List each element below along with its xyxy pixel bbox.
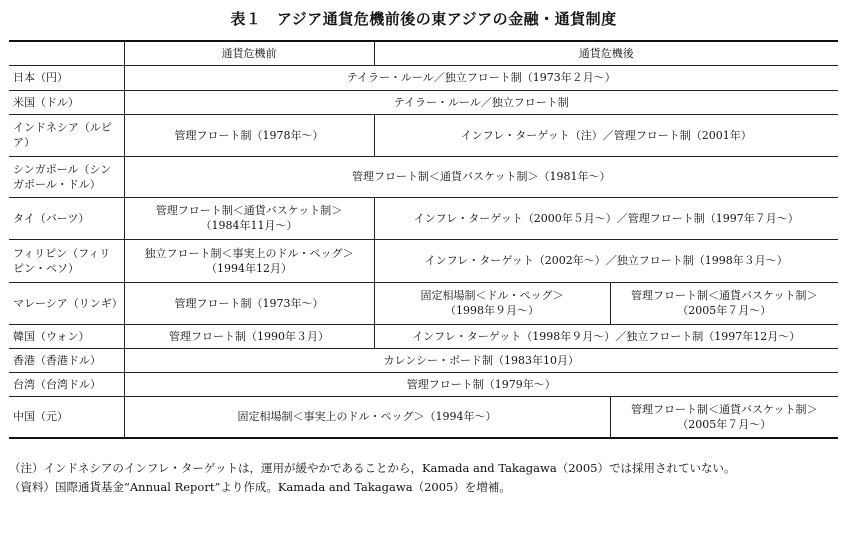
- after-cell-2: [610, 282, 838, 324]
- header-before: 通貨危機前: [124, 41, 374, 65]
- regime-table: [9, 40, 838, 439]
- source-label: （資料）: [9, 480, 55, 494]
- before-line-2: （1984年11月〜）: [200, 219, 298, 232]
- table-row: [9, 90, 838, 114]
- regime-cell: テイラー・ルール／独立フロート制: [124, 90, 838, 114]
- table-row: [9, 372, 838, 396]
- after-line-1: 管理フロート制＜通貨バスケット制＞: [631, 402, 818, 416]
- after-line-2: （1998年９月〜）: [445, 304, 539, 317]
- after-cell: インフレ・ターゲット（注）／管理フロート制（2001年）: [374, 114, 838, 156]
- country-cell: タイ（バーツ）: [9, 197, 124, 239]
- header-country: [9, 41, 124, 65]
- footnote: [9, 459, 839, 478]
- footnote-label: （注）: [9, 461, 44, 475]
- after-line-2: （2005年７月〜）: [677, 417, 772, 431]
- table-row: [9, 156, 838, 197]
- regime-cell: 固定相場制＜事実上のドル・ペッグ＞（1994年〜）: [124, 396, 610, 438]
- before-cell: [124, 197, 374, 239]
- before-line-2: （1994年12月）: [206, 261, 292, 275]
- table-title: 表１ アジア通貨危機前後の東アジアの金融・通貨制度: [230, 10, 617, 28]
- notes: [9, 459, 839, 497]
- country-cell: 中国（元）: [9, 396, 124, 438]
- after-line-1: 固定相場制＜ドル・ペッグ＞: [420, 289, 564, 302]
- before-line-1: 管理フロート制＜通貨バスケット制＞: [155, 204, 343, 217]
- source-text: 国際通貨基金“Annual Report”より作成。Kamada and Takagawa（2005）を増補。: [55, 480, 511, 494]
- table-row: [9, 114, 838, 156]
- table-row: [9, 348, 838, 372]
- table-row: [9, 65, 838, 90]
- regime-cell: カレンシー・ボード制（1983年10月）: [124, 348, 838, 372]
- after-cell: インフレ・ターゲット（1998年９月〜）／独立フロート制（1997年12月〜）: [374, 324, 838, 348]
- regime-cell: 管理フロート制＜通貨バスケット制＞（1981年〜）: [124, 156, 838, 197]
- table-row: [9, 324, 838, 348]
- country-cell: 日本（円）: [9, 65, 124, 90]
- before-cell: [124, 239, 374, 282]
- after-line-1: 管理フロート制＜通貨バスケット制＞: [631, 289, 818, 302]
- country-cell: フィリピン（フィリピン・ペソ）: [9, 239, 124, 282]
- after-cell: [610, 396, 838, 438]
- table-row: [9, 396, 838, 438]
- before-cell: 管理フロート制（1973年〜）: [124, 282, 374, 324]
- table-row: [9, 239, 838, 282]
- after-cell: インフレ・ターゲット（2002年〜）／独立フロート制（1998年３月〜）: [374, 239, 838, 282]
- country-cell: シンガポール（シンガポール・ドル）: [9, 156, 124, 197]
- country-cell: 米国（ドル）: [9, 90, 124, 114]
- country-cell: マレーシア（リンギ）: [9, 282, 124, 324]
- country-cell: 韓国（ウォン）: [9, 324, 124, 348]
- footnote-text: インドネシアのインフレ・ターゲットは，運用が緩やかであることから，Kamada and Takagawa（2005）では採用されていない。: [43, 461, 736, 475]
- header-row: [9, 41, 838, 65]
- country-cell: インドネシア（ルピア）: [9, 114, 124, 156]
- header-after: 通貨危機後: [374, 41, 838, 65]
- after-cell: インフレ・ターゲット（2000年５月〜）／管理フロート制（1997年７月〜）: [374, 197, 838, 239]
- after-cell-1: [374, 282, 610, 324]
- table-row: [9, 282, 838, 324]
- country-cell: 台湾（台湾ドル）: [9, 372, 124, 396]
- after-line-2: （2005年７月〜）: [677, 304, 772, 317]
- before-cell: 管理フロート制（1978年〜）: [124, 114, 374, 156]
- regime-cell: 管理フロート制（1979年〜）: [124, 372, 838, 396]
- before-line-1: 独立フロート制＜事実上のドル・ペッグ＞: [144, 246, 354, 260]
- table-row: [9, 197, 838, 239]
- regime-cell: テイラー・ルール／独立フロート制（1973年２月〜）: [124, 65, 838, 90]
- before-cell: 管理フロート制（1990年３月）: [124, 324, 374, 348]
- source-note: [9, 478, 839, 497]
- country-cell: 香港（香港ドル）: [9, 348, 124, 372]
